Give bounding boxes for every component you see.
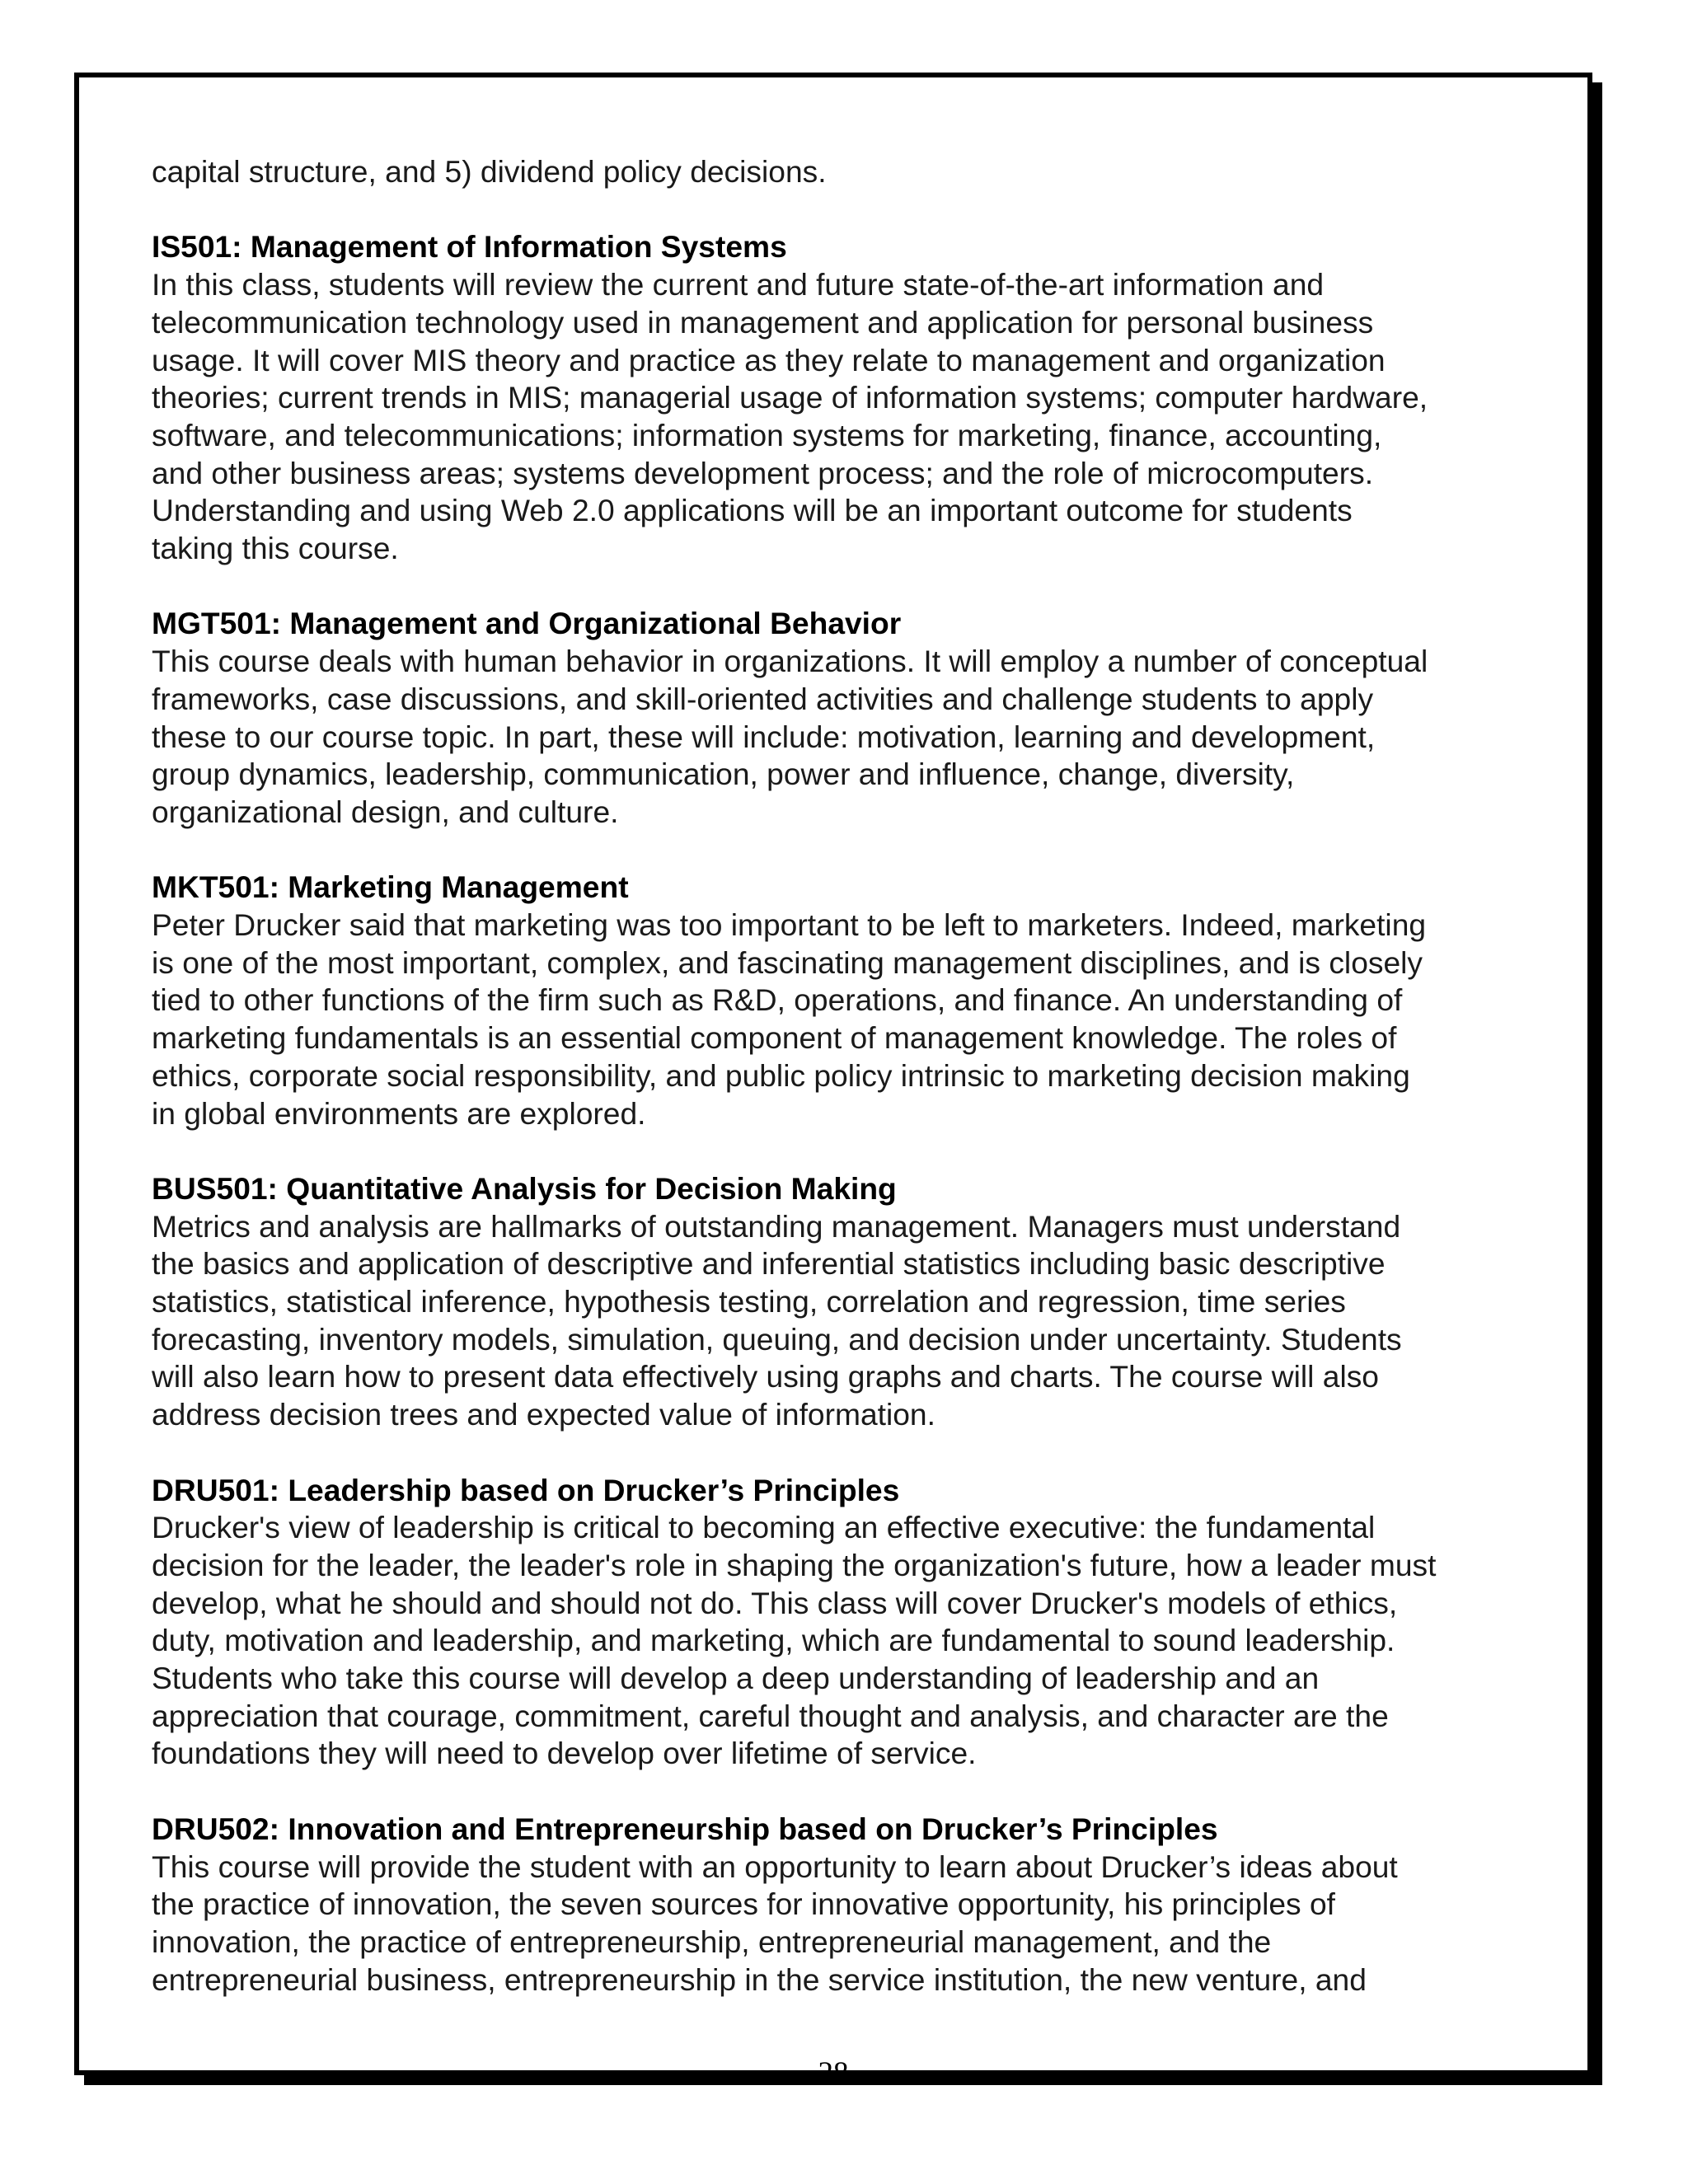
course-line: In this class, students will review the current and future state-of-the-art information and	[152, 267, 1325, 302]
course-title: MGT501: Management and Organizational Behavior	[152, 606, 902, 641]
course-line: group dynamics, leadership, communication, power and influence, change, diversity,	[152, 757, 1295, 792]
course-line: This course deals with human behavior in organizations. It will employ a number of conceptual	[152, 644, 1428, 679]
course-line: duty, motivation and leadership, and marketing, which are fundamental to sound leadership.	[152, 1623, 1395, 1658]
course-bus501	[152, 1170, 1536, 1434]
course-mgt501	[152, 605, 1536, 831]
course-line: Understanding and using Web 2.0 applications will be an important outcome for students	[152, 493, 1353, 528]
course-line: Drucker's view of leadership is critical to becoming an effective executive: the fundamental	[152, 1510, 1376, 1545]
course-line: organizational design, and culture.	[152, 794, 619, 829]
course-line: innovation, the practice of entrepreneurship, entrepreneurial management, and the	[152, 1924, 1272, 1959]
course-line: foundations they will need to develop over lifetime of service.	[152, 1736, 977, 1771]
course-title: DRU502: Innovation and Entrepreneurship based on Drucker’s Principles	[152, 1811, 1218, 1846]
course-line: Metrics and analysis are hallmarks of outstanding management. Managers must understand	[152, 1208, 1401, 1244]
course-line: Students who take this course will develop a deep understanding of leadership and an	[152, 1661, 1320, 1696]
course-line: and other business areas; systems development process; and the role of microcomputers.	[152, 455, 1374, 490]
course-line: appreciation that courage, commitment, careful thought and analysis, and character are the	[152, 1698, 1389, 1733]
page-frame	[74, 73, 1592, 2090]
course-dru501	[152, 1472, 1536, 1774]
course-dru502	[152, 1811, 1536, 1999]
course-title: MKT501: Marketing Management	[152, 869, 629, 905]
course-mkt501	[152, 869, 1536, 1132]
course-title: DRU501: Leadership based on Drucker’s Principles	[152, 1472, 900, 1507]
course-line: entrepreneurial business, entrepreneurship in the service institution, the new venture, and	[152, 1961, 1367, 1997]
course-line: the practice of innovation, the seven sources for innovative opportunity, his principles of	[152, 1886, 1335, 1922]
course-line: statistics, statistical inference, hypothesis testing, correlation and regression, time series	[152, 1284, 1346, 1319]
intro-line: capital structure, and 5) dividend policy decisions.	[152, 154, 827, 189]
course-line: Peter Drucker said that marketing was too important to be left to marketers. Indeed, marketing	[152, 907, 1427, 943]
course-line: frameworks, case discussions, and skill-oriented activities and challenge students to apply	[152, 681, 1374, 716]
course-line: marketing fundamentals is an essential component of management knowledge. The roles of	[152, 1020, 1397, 1056]
course-line: decision for the leader, the leader's role in shaping the organization's future, how a leader must	[152, 1547, 1437, 1582]
course-line: address decision trees and expected value of information.	[152, 1397, 935, 1432]
course-title: BUS501: Quantitative Analysis for Decision Making	[152, 1170, 897, 1206]
course-line: develop, what he should and should not do. This class will cover Drucker's models of ethics,	[152, 1585, 1398, 1620]
course-line: taking this course.	[152, 531, 399, 566]
course-line: forecasting, inventory models, simulation, queuing, and decision under uncertainty. Students	[152, 1321, 1402, 1357]
course-line: telecommunication technology used in management and application for personal business	[152, 304, 1374, 340]
course-line: the basics and application of descriptive and inferential statistics including basic descriptive	[152, 1246, 1386, 1282]
course-line: This course will provide the student with an opportunity to learn about Drucker’s ideas about	[152, 1849, 1398, 1884]
course-line: is one of the most important, complex, and fascinating management disciplines, and is closely	[152, 944, 1423, 980]
course-line: theories; current trends in MIS; managerial usage of information systems; computer hardware,	[152, 380, 1428, 415]
course-line: usage. It will cover MIS theory and practice as they relate to management and organization	[152, 342, 1386, 377]
page-number: 28	[818, 2056, 849, 2090]
page-content	[152, 153, 1536, 1999]
course-line: will also learn how to present data effectively using graphs and charts. The course will also	[152, 1359, 1379, 1394]
course-line: software, and telecommunications; information systems for marketing, finance, accounting,	[152, 417, 1382, 452]
course-line: tied to other functions of the firm such as R&D, operations, and finance. An understanding of	[152, 982, 1403, 1018]
course-line: ethics, corporate social responsibility, and public policy intrinsic to marketing decision making	[152, 1057, 1410, 1093]
course-is501	[152, 228, 1536, 567]
course-line: in global environments are explored.	[152, 1095, 646, 1131]
course-title: IS501: Management of Information Systems	[152, 229, 787, 265]
course-line: these to our course topic. In part, these will include: motivation, learning and development,	[152, 719, 1376, 754]
